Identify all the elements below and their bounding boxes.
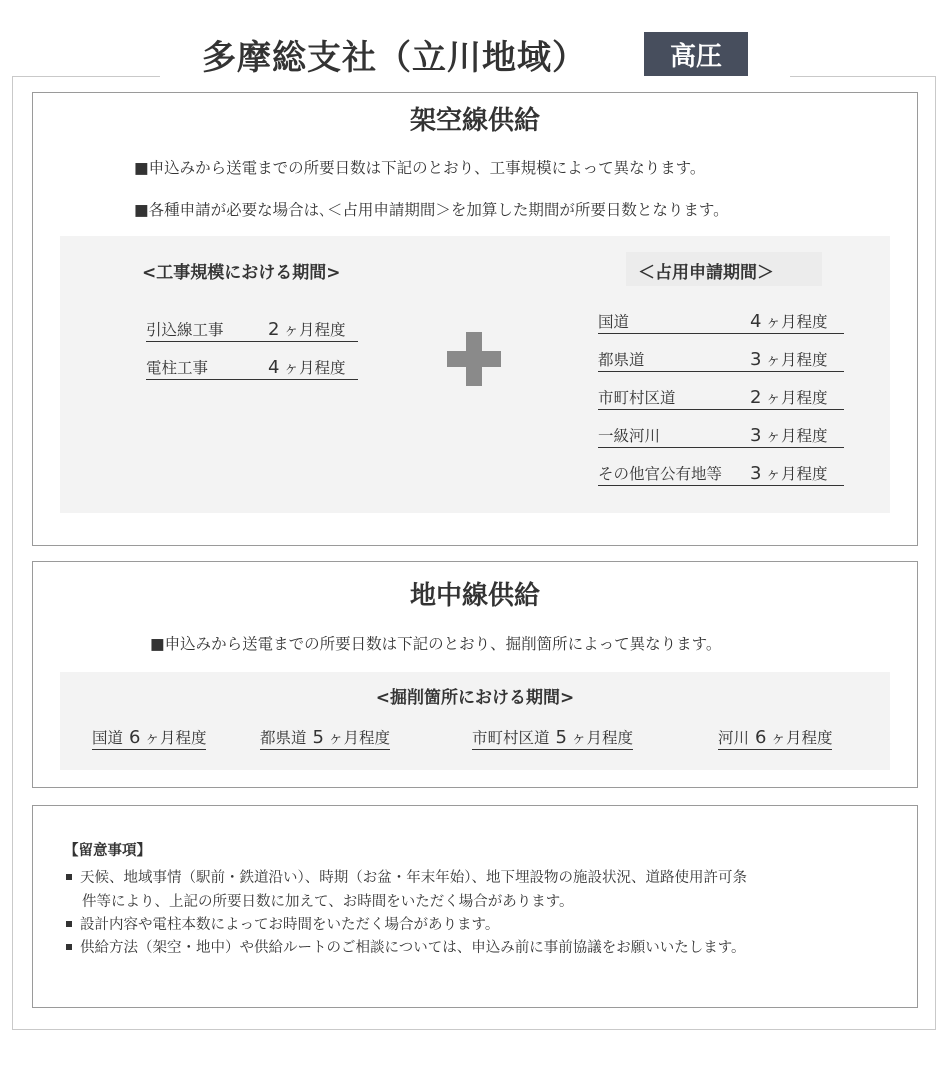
item-value: 5	[312, 727, 324, 748]
underground-supply-title: 地中線供給	[409, 581, 540, 611]
item-value: 3	[750, 463, 762, 484]
item-unit: ヶ月程度	[765, 465, 828, 483]
item-unit: ヶ月程度	[765, 351, 828, 369]
notes-item-text: 供給方法（架空・地中）や供給ルートのご相談については、申込み前に事前協議をお願いいたします。	[80, 940, 746, 956]
item-unit: ヶ月程度	[283, 359, 346, 377]
item-name: 市町村区道	[598, 389, 676, 407]
construction-item-pole	[146, 356, 358, 380]
item-name: 国道	[598, 313, 630, 331]
notes-item-1	[66, 866, 747, 887]
occupancy-item-national-road	[598, 310, 844, 334]
notes-heading: 【留意事項】	[64, 843, 151, 859]
construction-period-heading: <工事規模における期間>	[142, 263, 341, 283]
item-unit: ヶ月程度	[765, 313, 828, 331]
item-name: 国道	[92, 729, 124, 747]
item-value: 2	[268, 319, 280, 340]
excavation-item-river	[718, 726, 832, 750]
item-value: 4	[750, 311, 762, 332]
item-name: その他官公有地等	[598, 465, 723, 483]
item-value: 6	[755, 727, 767, 748]
notes-item-1-continued: 件等により、上記の所要日数に加えて、お時間をいただく場合があります。	[82, 894, 574, 910]
notes-item-3	[66, 936, 746, 957]
occupancy-item-prefectural-road	[598, 348, 844, 372]
bullet-icon	[66, 874, 72, 880]
overhead-note-1: ■申込みから送電までの所要日数は下記のとおり、工事規模によって異なります。	[134, 159, 706, 177]
item-name: 都県道	[598, 351, 645, 369]
occupancy-item-other-public-land	[598, 462, 844, 486]
item-name: 電柱工事	[146, 359, 209, 377]
overhead-note-2: ■各種申請が必要な場合は､＜占用申請期間＞を加算した期間が所要日数となります。	[134, 201, 729, 219]
occupancy-item-municipal-road	[598, 386, 844, 410]
item-unit: ヶ月程度	[770, 729, 833, 747]
excavation-item-national-road	[92, 726, 206, 750]
bullet-icon	[66, 921, 72, 927]
item-unit: ヶ月程度	[570, 729, 633, 747]
page-title: 多摩総支社（立川地域）	[202, 38, 587, 78]
bullet-icon	[66, 944, 72, 950]
item-value: 4	[268, 357, 280, 378]
item-name: 河川	[718, 729, 750, 747]
plus-icon	[447, 332, 501, 386]
item-unit: ヶ月程度	[283, 321, 346, 339]
excavation-item-prefectural-road	[260, 726, 390, 750]
item-unit: ヶ月程度	[765, 389, 828, 407]
item-unit: ヶ月程度	[327, 729, 390, 747]
underground-note: ■申込みから送電までの所要日数は下記のとおり、掘削箇所によって異なります。	[150, 635, 722, 653]
item-value: 5	[555, 727, 567, 748]
item-name: 都県道	[260, 729, 307, 747]
construction-item-service-line	[146, 318, 358, 342]
notes-item-2	[66, 913, 499, 934]
item-value: 3	[750, 349, 762, 370]
item-unit: ヶ月程度	[144, 729, 207, 747]
notes-item-text: 天候、地域事情（駅前・鉄道沿い）、時期（お盆・年末年始）、地下埋設物の施設状況、道路使用許可条	[80, 870, 747, 886]
excavation-period-heading: <掘削箇所における期間>	[375, 688, 575, 708]
item-name: 一級河川	[598, 427, 661, 445]
item-unit: ヶ月程度	[765, 427, 828, 445]
overhead-supply-title: 架空線供給	[409, 106, 540, 136]
item-name: 引込線工事	[146, 321, 224, 339]
item-value: 3	[750, 425, 762, 446]
occupancy-item-class-a-river	[598, 424, 844, 448]
item-value: 2	[750, 387, 762, 408]
item-value: 6	[129, 727, 141, 748]
occupancy-period-heading: ＜占用申請期間＞	[638, 263, 774, 283]
item-name: 市町村区道	[472, 729, 550, 747]
voltage-badge: 高圧	[644, 32, 748, 76]
excavation-item-municipal-road	[472, 726, 633, 750]
notes-item-text: 設計内容や電柱本数によってお時間をいただく場合があります。	[80, 917, 500, 933]
